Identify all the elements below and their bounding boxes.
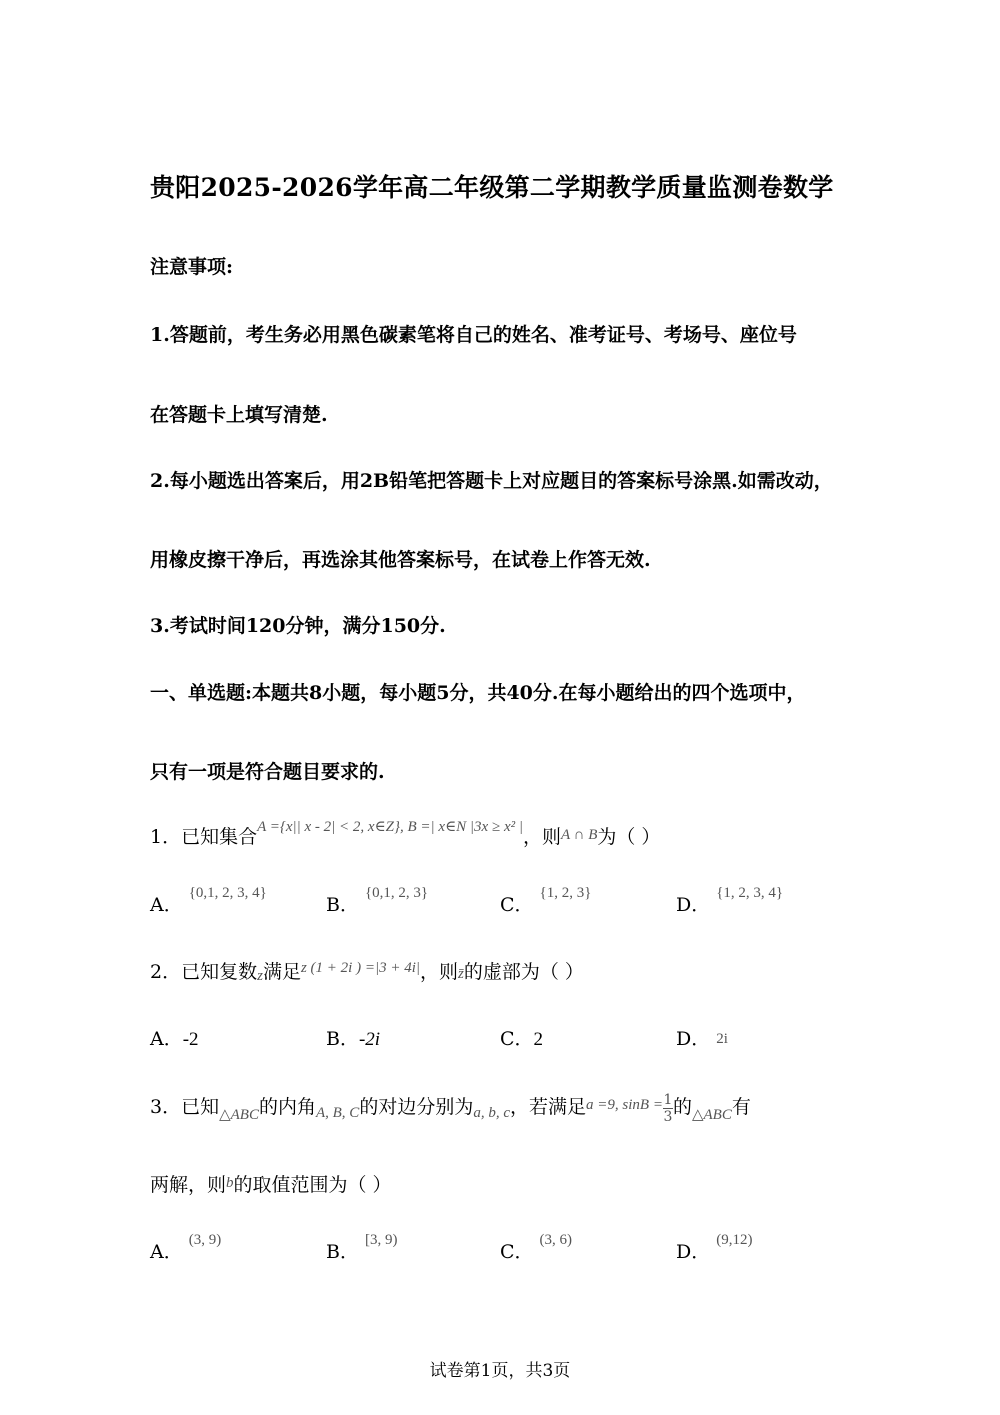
q1-options-1-value: {0,1, 2, 3} — [364, 885, 429, 901]
q1-options-3-label: D． — [676, 894, 711, 916]
question-3-line2 — [150, 1170, 392, 1197]
q2-mid2: ，则 — [419, 961, 458, 983]
q1-options-3-value: {1, 2, 3, 4} — [716, 885, 784, 901]
q3-condition: a =9, sinB = — [586, 1097, 663, 1113]
section1-line1: 一、单选题:本题共8小题，每小题5分，共40分.在每小题给出的四个选项中， — [150, 682, 806, 704]
q3-option-d — [676, 1232, 753, 1264]
q3-triangle-2: △ABC — [691, 1107, 732, 1123]
q1-sets-formula: A ={x|| x - 2| < 2, x∈Z}, B =| x∈N |3x ≥ x² | — [257, 819, 523, 835]
q2-options-0-label: A． — [150, 1028, 183, 1050]
q2-options-2-label: C． — [500, 1028, 534, 1050]
q1-options-0-label: A． — [150, 894, 183, 916]
q3-sides: a, b, c — [473, 1105, 511, 1121]
section1-line2: 只有一项是符合题目要求的. — [150, 761, 385, 783]
q2-equation: z (1 + 2i ) =|3 + 4i| — [300, 960, 420, 976]
q2-options-1-value: -2i — [358, 1029, 381, 1050]
q2-option-a — [150, 1024, 199, 1051]
q3-prefix: 3．已知 — [150, 1096, 220, 1118]
q2-options-1-label: B． — [326, 1028, 359, 1050]
q2-mid1: 满足 — [262, 961, 301, 983]
q1-options-2-label: C． — [500, 894, 534, 916]
q3-triangle: △ABC — [219, 1107, 259, 1123]
q2-option-b — [326, 1024, 380, 1051]
q3-options-0-value: (3, 9) — [188, 1232, 222, 1248]
question-3-line1 — [150, 1092, 751, 1124]
q1-mid: ，则 — [522, 826, 561, 848]
q3-options-2-label: C． — [500, 1241, 534, 1263]
q3-option-b — [326, 1232, 398, 1264]
notice-item1-line2: 在答题卡上填写清楚. — [150, 404, 328, 426]
notice-item3: 3.考试时间120分钟，满分150分. — [150, 615, 446, 637]
q3-line2-suffix: 的取值范围为（ ） — [233, 1174, 392, 1196]
q2-prefix: 2．已知复数 — [150, 961, 258, 983]
q2-options-0-value: -2 — [182, 1029, 199, 1050]
q1-option-a — [150, 885, 267, 917]
q2-var-z: z — [257, 968, 263, 984]
q3-options-3-label: D． — [676, 1241, 711, 1263]
notice-heading: 注意事项: — [150, 256, 234, 278]
q3-mid4: 的 — [672, 1096, 692, 1118]
notice-item1-line1: 1.答题前，考生务必用黑色碳素笔将自己的姓名、准考证号、考场号、座位号 — [150, 324, 797, 346]
q2-option-c — [500, 1024, 543, 1051]
q1-options-1-label: B． — [326, 894, 359, 916]
q1-intersection-formula: A ∩ B — [561, 827, 598, 843]
q3-mid3: ，若满足 — [510, 1096, 587, 1118]
q1-prefix: 1．已知集合 — [150, 826, 258, 848]
q2-options-2-value: 2 — [533, 1029, 544, 1050]
q3-options-1-label: B． — [326, 1241, 359, 1263]
q2-options-3-label: D． — [676, 1028, 711, 1050]
q3-frac-num: 1 — [663, 1091, 673, 1108]
q2-var-zbar: z̄ — [458, 966, 464, 982]
question-1 — [150, 819, 661, 849]
q3-option-c — [500, 1232, 573, 1264]
q1-options-2-value: {1, 2, 3} — [539, 885, 592, 901]
q3-option-a — [150, 1232, 222, 1264]
q1-suffix: 为（ ） — [597, 826, 661, 848]
q3-angles: A, B, C — [315, 1105, 360, 1121]
q3-var-b: b — [226, 1175, 234, 1191]
question-2 — [150, 957, 584, 984]
q1-options-0-value: {0,1, 2, 3, 4} — [188, 885, 267, 901]
q1-option-c — [500, 885, 592, 917]
q3-frac-den: 3 — [663, 1108, 673, 1125]
q1-option-b — [326, 885, 429, 917]
exam-title: 贵阳2025-2026学年高二年级第二学期教学质量监测卷数学 — [150, 173, 834, 202]
q3-options-1-value: [3, 9) — [364, 1232, 398, 1248]
q3-options-3-value: (9,12) — [716, 1232, 753, 1248]
q3-mid2: 的对边分别为 — [359, 1096, 474, 1118]
notice-item2-line2: 用橡皮擦干净后，再选涂其他答案标号，在试卷上作答无效. — [150, 549, 651, 571]
page-footer: 试卷第1页，共3页 — [429, 1361, 571, 1381]
q2-suffix: 的虚部为（ ） — [463, 961, 584, 983]
q3-suffix: 有 — [731, 1096, 751, 1118]
q3-fraction — [663, 1093, 673, 1124]
q3-options-2-value: (3, 6) — [539, 1232, 573, 1248]
notice-item2-line1: 2.每小题选出答案后，用2B铅笔把答题卡上对应题目的答案标号涂黑.如需改动， — [150, 470, 833, 492]
q3-options-0-label: A． — [150, 1241, 183, 1263]
q2-option-d — [676, 1024, 728, 1051]
q2-options-3-value: 2i — [716, 1031, 728, 1047]
q3-line2-prefix: 两解，则 — [150, 1174, 227, 1196]
q1-option-d — [676, 885, 784, 917]
q3-mid1: 的内角 — [258, 1096, 316, 1118]
